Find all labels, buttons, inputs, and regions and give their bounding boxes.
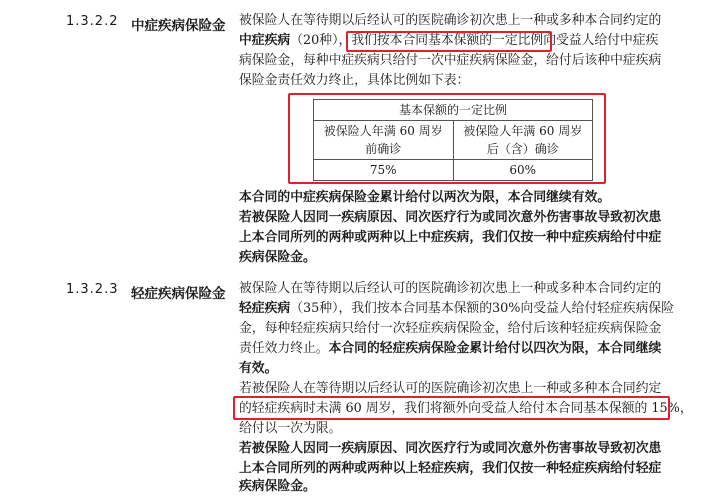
bold-line: 本合同的中症疾病保险金累计给付以两次为限，本合同继续有效。 xyxy=(239,190,611,205)
highlight-box xyxy=(346,31,552,52)
term-bold: 中症疾病 xyxy=(239,33,291,48)
table-cell: 75% xyxy=(314,160,454,181)
clause-number: 1.3.2.2 xyxy=(66,14,119,29)
body-line: 若被保险人在等待期以后经认可的医院确诊初次患上一种或多种本合同约定 xyxy=(239,381,662,396)
bold-line: 疾病保险金。 xyxy=(239,479,316,494)
body-line xyxy=(239,299,674,319)
body-line: 保险金责任效力终止，具体比例如下表： xyxy=(239,73,470,88)
bold-line: 若被保险人因同一疾病原因、同次医疗行为或同次意外伤害事故导致初次患 xyxy=(239,441,662,456)
bold-line: 有效。 xyxy=(239,361,278,376)
body-line: 被保险人在等待期以后经认可的医院确诊初次患上一种或多种本合同约定的 xyxy=(239,281,662,296)
body-line: 金，每种轻症疾病只给付一次轻症疾病保险金，给付后该种轻症疾病保险金 xyxy=(239,321,662,336)
term-bold: 轻症疾病 xyxy=(239,301,291,316)
table-column-heading: 被保险人年满 60 周岁 后（含）确诊 xyxy=(453,121,593,160)
body-line xyxy=(239,339,661,359)
bold-line: 疾病保险金。 xyxy=(239,250,316,265)
inline-text: 向受益人给付中症疾 xyxy=(543,33,659,48)
clause-number: 1.3.2.3 xyxy=(66,282,119,297)
bold-text: 本合同的轻症疾病保险金累计给付以四次为限，本合同继续 xyxy=(328,341,662,356)
highlight-box xyxy=(233,396,670,420)
inline-text: 责任效力终止。 xyxy=(239,341,329,356)
body-line: 给付以一次为限。 xyxy=(239,421,342,436)
highlighted-text: 我们按本合同基本保额的一定比例 xyxy=(351,33,544,48)
table-column-heading: 被保险人年满 60 周岁 前确诊 xyxy=(314,121,454,160)
inline-text: （20种）， xyxy=(290,33,352,48)
bold-line: 上本合同所列的两种或两种以上轻症疾病，我们仅按一种轻症疾病给付轻症 xyxy=(239,461,662,476)
clause-heading: 轻症疾病保险金 xyxy=(131,286,226,302)
table-cell: 60% xyxy=(453,160,593,181)
inline-text: （35种），我们按本合同基本保额的30%向受益人给付轻症疾病保险 xyxy=(290,301,675,316)
highlighted-line: 的轻症疾病时未满 60 周岁，我们将额外向受益人给付本合同基本保额的 15%， xyxy=(239,401,693,416)
bold-line: 若被保险人因同一疾病原因、同次医疗行为或同次意外伤害事故导致初次患 xyxy=(239,210,662,225)
ratio-table xyxy=(313,99,593,181)
bold-line: 上本合同所列的两种或两种以上中症疾病，我们仅按一种中症疾病给付中症 xyxy=(239,230,662,245)
body-line: 病保险金，每种中症疾病只给付一次中症疾病保险金，给付后该种中症疾病 xyxy=(239,53,662,68)
clause-heading: 中症疾病保险金 xyxy=(131,18,226,34)
body-line: 被保险人在等待期以后经认可的医院确诊初次患上一种或多种本合同约定的 xyxy=(239,13,662,28)
table-header: 基本保额的一定比例 xyxy=(314,100,593,121)
